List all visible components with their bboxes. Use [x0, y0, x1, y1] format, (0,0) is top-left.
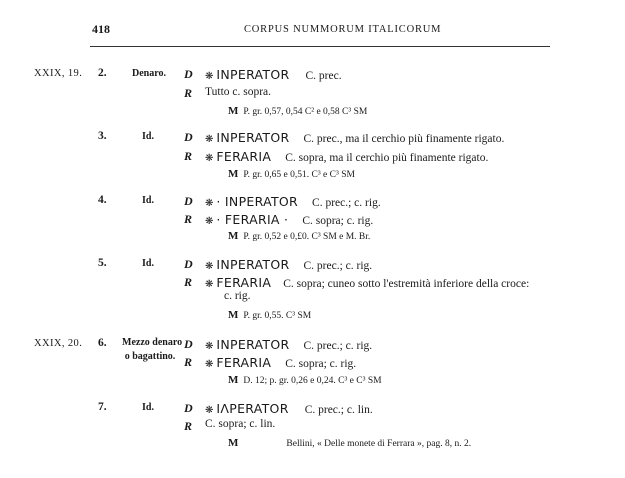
metal-mark: M — [228, 105, 239, 117]
obverse-line — [205, 400, 373, 418]
reverse-desc: C. sopra, ma il cerchio più finamente rigato. — [285, 152, 489, 164]
obverse-desc: C. prec.; c. rig. — [312, 197, 381, 209]
rosette-icon: ❋ — [205, 71, 214, 82]
obverse-desc: C. prec.; c. lin. — [304, 404, 373, 416]
metadata-line — [228, 437, 471, 449]
reverse-legend: FERARIA — [216, 149, 272, 164]
metal-mark: M — [228, 168, 239, 180]
rosette-icon: ❋ — [205, 198, 214, 209]
metadata-line — [228, 105, 367, 117]
header-rule — [90, 46, 550, 47]
reverse-line — [205, 354, 356, 372]
reverse-desc: C. sopra; c. lin. — [205, 418, 276, 430]
reverse-desc-continued: c. rig. — [224, 290, 251, 302]
metadata-text: P. gr. 0,55. C³ SM — [243, 311, 312, 321]
metadata-text: P. gr. 0,52 e 0,£0. C³ SM e M. Br. — [243, 232, 371, 242]
rosette-icon: ❋ — [205, 405, 214, 416]
denomination: Id. — [142, 258, 154, 269]
metadata-line — [228, 168, 355, 180]
reverse-desc: C. sopra; cuneo sotto l'estremità inferiore della croce: — [283, 278, 530, 290]
entry-number: 2. — [98, 67, 107, 79]
reverse-line — [205, 211, 373, 229]
metadata-text: Bellini, « Delle monete di Ferrara », pag. 8, n. 2. — [286, 439, 472, 449]
obverse-mark: D — [184, 194, 193, 208]
obverse-desc: C. prec.; c. rig. — [303, 260, 373, 272]
obverse-desc: C. prec. — [305, 70, 342, 82]
obverse-desc: C. prec.; c. rig. — [303, 340, 373, 352]
rosette-icon: ❋ — [205, 261, 214, 272]
metal-mark: M — [228, 230, 239, 242]
obverse-mark: D — [184, 67, 193, 81]
reverse-mark: R — [184, 419, 193, 433]
denomination-line: o bagattino. — [124, 351, 176, 362]
running-title: CORPUS NUMMORUM ITALICORUM — [244, 24, 442, 35]
obverse-desc: C. prec., ma il cerchio più finamente rigato. — [303, 133, 505, 145]
denomination-line: Mezzo denaro — [122, 337, 183, 348]
metadata-line — [228, 230, 370, 242]
denomination: Id. — [142, 195, 154, 206]
reverse-line — [205, 274, 529, 292]
reverse-legend: · FERARIA · — [216, 212, 289, 227]
reverse-line — [205, 148, 488, 166]
obverse-legend: INPERATOR — [216, 257, 290, 272]
metadata-line — [228, 374, 382, 386]
reverse-mark: R — [184, 212, 193, 226]
entry-number: 6. — [98, 337, 107, 349]
obverse-mark: D — [184, 337, 193, 351]
plate-ref: XXIX, 19. — [34, 68, 83, 79]
denomination — [122, 336, 183, 364]
metal-mark: M — [228, 437, 239, 449]
obverse-mark: D — [184, 130, 193, 144]
entry-number: 3. — [98, 130, 107, 142]
reverse-legend: FERARIA — [216, 275, 272, 290]
metadata-text: P. gr. 0,57, 0,54 C² e 0,58 C³ SM — [243, 107, 368, 117]
rosette-icon: ❋ — [205, 216, 214, 227]
rosette-icon: ❋ — [205, 153, 214, 164]
obverse-mark: D — [184, 257, 193, 271]
obverse-line — [205, 129, 504, 147]
obverse-legend: INPERATOR — [216, 130, 290, 145]
denomination: Id. — [142, 402, 154, 413]
obverse-line — [205, 336, 372, 354]
metal-mark: M — [228, 309, 239, 321]
entry-number: 7. — [98, 401, 107, 413]
reverse-desc: Tutto c. sopra. — [205, 86, 272, 98]
reverse-mark: R — [184, 86, 193, 100]
reverse-desc: C. sopra; c. rig. — [285, 358, 357, 370]
plate-ref: XXIX, 20. — [34, 338, 83, 349]
reverse-desc: C. sopra; c. rig. — [302, 215, 374, 227]
reverse-mark: R — [184, 275, 193, 289]
entry-number: 4. — [98, 194, 107, 206]
entry-number: 5. — [98, 257, 107, 269]
denomination: Denaro. — [132, 68, 166, 79]
metadata-line — [228, 309, 311, 321]
obverse-legend: INPERATOR — [216, 337, 290, 352]
obverse-line — [205, 193, 381, 211]
metadata-text: P. gr. 0,65 e 0,51. C³ e C³ SM — [243, 170, 355, 180]
rosette-icon: ❋ — [205, 341, 214, 352]
obverse-line — [205, 66, 342, 84]
metal-mark: M — [228, 374, 239, 386]
reverse-legend: FERARIA — [216, 355, 272, 370]
reverse-mark: R — [184, 149, 193, 163]
page-number: 418 — [92, 22, 110, 36]
reverse-mark: R — [184, 355, 193, 369]
obverse-legend: · INPERATOR — [216, 194, 299, 209]
rosette-icon: ❋ — [205, 134, 214, 145]
rosette-icon: ❋ — [205, 279, 214, 290]
obverse-mark: D — [184, 401, 193, 415]
metadata-text: D. 12; p. gr. 0,26 e 0,24. C³ e C³ SM — [243, 376, 382, 386]
rosette-icon: ❋ — [205, 359, 214, 370]
denomination: Id. — [142, 131, 154, 142]
obverse-legend: INPERATOR — [216, 67, 290, 82]
obverse-line — [205, 256, 372, 274]
obverse-legend: IΛPERATOR — [216, 401, 289, 416]
